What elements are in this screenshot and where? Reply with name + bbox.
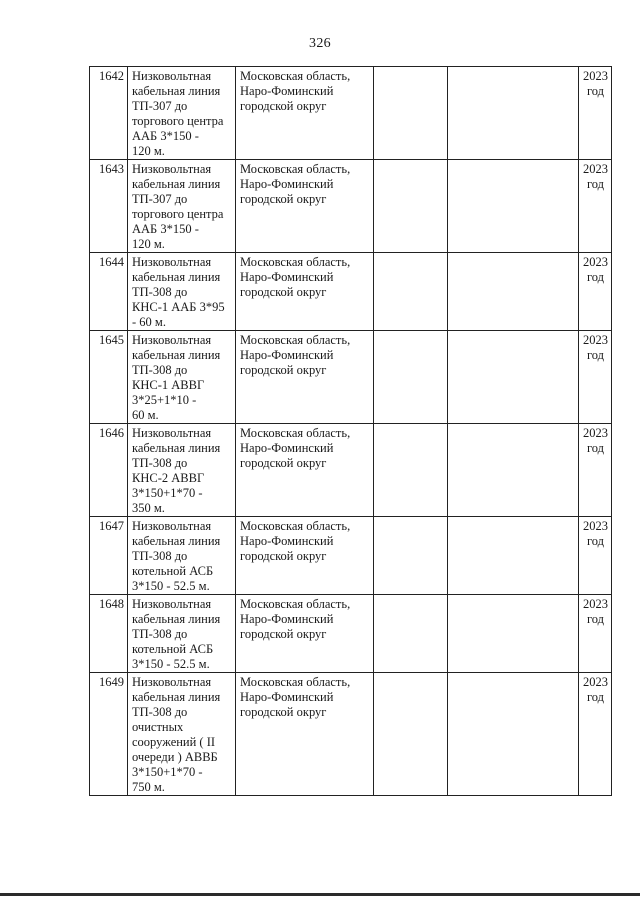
object-name-cell-line: 350 м.: [132, 501, 165, 515]
location-cell-line: городской округ: [240, 285, 327, 299]
object-name-cell-line: Низковольтная: [132, 675, 212, 689]
location-cell-line: городской округ: [240, 99, 327, 113]
year-cell-line: 2023: [583, 255, 608, 269]
object-name-cell-line: кабельная линия: [132, 690, 221, 704]
empty-cell-col4: [374, 595, 448, 673]
location-cell-line: городской округ: [240, 705, 327, 719]
object-name-cell-line: ТП-308 до: [132, 285, 188, 299]
row-number-cell: 1642: [90, 67, 128, 160]
location-cell-line: Московская область,: [240, 162, 351, 176]
location-cell-line: городской округ: [240, 363, 327, 377]
location-cell-line: Московская область,: [240, 426, 351, 440]
object-name-cell-line: кабельная линия: [132, 441, 221, 455]
location-cell-line: Московская область,: [240, 69, 351, 83]
table-row: [90, 331, 612, 424]
object-name-cell-line: ТП-308 до: [132, 363, 188, 377]
object-name-cell-line: 3*25+1*10 -: [132, 393, 197, 407]
object-name-cell: [128, 331, 236, 424]
empty-cell-col5: [448, 67, 579, 160]
location-cell: [236, 595, 374, 673]
object-name-cell-line: кабельная линия: [132, 612, 221, 626]
object-name-cell-line: Низковольтная: [132, 333, 212, 347]
object-name-cell-line: 120 м.: [132, 144, 165, 158]
empty-cell-col5: [448, 424, 579, 517]
object-name-cell-line: ААБ 3*150 -: [132, 222, 199, 236]
object-name-cell-line: торгового центра: [132, 114, 224, 128]
empty-cell-col5: [448, 517, 579, 595]
location-cell-line: Наро-Фоминский: [240, 534, 334, 548]
year-cell-line: год: [586, 270, 605, 284]
object-name-cell-line: кабельная линия: [132, 270, 221, 284]
location-cell-line: Московская область,: [240, 597, 351, 611]
object-name-cell-line: 3*150 - 52.5 м.: [132, 657, 210, 671]
location-cell-line: Московская область,: [240, 675, 351, 689]
object-name-cell-line: Низковольтная: [132, 69, 212, 83]
location-cell-line: Московская область,: [240, 255, 351, 269]
empty-cell-col5: [448, 160, 579, 253]
year-cell-line: 2023: [583, 519, 608, 533]
location-cell: [236, 424, 374, 517]
location-cell: [236, 67, 374, 160]
page-number: 326: [309, 36, 331, 51]
object-name-cell-line: КНС-1 АВВГ: [132, 378, 205, 392]
object-name-cell-line: 3*150 - 52.5 м.: [132, 579, 210, 593]
object-name-cell-line: котельной АСБ: [132, 564, 214, 578]
object-name-cell-line: Низковольтная: [132, 597, 212, 611]
location-cell-line: Наро-Фоминский: [240, 270, 334, 284]
object-name-cell-line: кабельная линия: [132, 177, 221, 191]
object-name-cell-line: 3*150+1*70 -: [132, 765, 203, 779]
location-cell: [236, 673, 374, 796]
empty-cell-col5: [448, 253, 579, 331]
object-name-cell: [128, 673, 236, 796]
object-name-cell: [128, 424, 236, 517]
row-number-cell: 1646: [90, 424, 128, 517]
table-row: [90, 673, 612, 796]
object-name-cell-line: очереди ) АВВБ: [132, 750, 218, 764]
year-cell: [579, 331, 612, 424]
object-name-cell-line: кабельная линия: [132, 534, 221, 548]
object-name-cell-line: ТП-308 до: [132, 705, 188, 719]
year-cell-line: год: [586, 348, 605, 362]
location-cell-line: городской округ: [240, 627, 327, 641]
location-cell-line: Московская область,: [240, 519, 351, 533]
empty-cell-col4: [374, 331, 448, 424]
location-cell-line: Наро-Фоминский: [240, 84, 334, 98]
empty-cell-col5: [448, 595, 579, 673]
object-name-cell-line: Низковольтная: [132, 519, 212, 533]
object-name-cell-line: ААБ 3*150 -: [132, 129, 199, 143]
object-name-cell-line: Низковольтная: [132, 162, 212, 176]
location-cell-line: Наро-Фоминский: [240, 612, 334, 626]
year-cell-line: год: [586, 690, 605, 704]
location-cell-line: Наро-Фоминский: [240, 441, 334, 455]
table-row: [90, 160, 612, 253]
object-name-cell-line: ТП-307 до: [132, 99, 188, 113]
object-name-cell-line: котельной АСБ: [132, 642, 214, 656]
year-cell-line: 2023: [583, 69, 608, 83]
year-cell: [579, 595, 612, 673]
register-table-body: [90, 67, 612, 796]
location-cell-line: Наро-Фоминский: [240, 348, 334, 362]
empty-cell-col4: [374, 160, 448, 253]
object-name-cell-line: 120 м.: [132, 237, 165, 251]
object-name-cell-line: ТП-307 до: [132, 192, 188, 206]
year-cell-line: год: [586, 441, 605, 455]
object-name-cell-line: КНС-1 ААБ 3*95: [132, 300, 225, 314]
empty-cell-col4: [374, 424, 448, 517]
register-table: [89, 66, 612, 796]
object-name-cell-line: кабельная линия: [132, 348, 221, 362]
row-number-cell: 1644: [90, 253, 128, 331]
year-cell-line: 2023: [583, 162, 608, 176]
object-name-cell: [128, 67, 236, 160]
object-name-cell: [128, 160, 236, 253]
table-row: [90, 67, 612, 160]
empty-cell-col4: [374, 517, 448, 595]
bottom-rule: [0, 893, 640, 896]
object-name-cell-line: ТП-308 до: [132, 627, 188, 641]
object-name-cell-line: кабельная линия: [132, 84, 221, 98]
empty-cell-col5: [448, 331, 579, 424]
year-cell-line: 2023: [583, 333, 608, 347]
empty-cell-col4: [374, 67, 448, 160]
object-name-cell: [128, 595, 236, 673]
year-cell-line: 2023: [583, 426, 608, 440]
row-number-cell: 1649: [90, 673, 128, 796]
empty-cell-col4: [374, 673, 448, 796]
object-name-cell-line: ТП-308 до: [132, 456, 188, 470]
row-number-cell: 1648: [90, 595, 128, 673]
row-number-cell: 1643: [90, 160, 128, 253]
year-cell-line: год: [586, 84, 605, 98]
row-number-cell: 1645: [90, 331, 128, 424]
object-name-cell-line: 60 м.: [132, 408, 159, 422]
year-cell-line: 2023: [583, 597, 608, 611]
location-cell: [236, 253, 374, 331]
table-row: [90, 517, 612, 595]
object-name-cell-line: ТП-308 до: [132, 549, 188, 563]
location-cell: [236, 517, 374, 595]
empty-cell-col4: [374, 253, 448, 331]
year-cell: [579, 424, 612, 517]
row-number-cell: 1647: [90, 517, 128, 595]
table-row: [90, 424, 612, 517]
year-cell: [579, 253, 612, 331]
object-name-cell-line: 750 м.: [132, 780, 165, 794]
object-name-cell-line: Низковольтная: [132, 426, 212, 440]
year-cell-line: год: [586, 177, 605, 191]
location-cell-line: городской округ: [240, 456, 327, 470]
object-name-cell-line: торгового центра: [132, 207, 224, 221]
location-cell-line: городской округ: [240, 192, 327, 206]
table-row: [90, 595, 612, 673]
location-cell: [236, 160, 374, 253]
object-name-cell-line: сооружений ( II: [132, 735, 216, 749]
object-name-cell-line: 3*150+1*70 -: [132, 486, 203, 500]
object-name-cell-line: - 60 м.: [132, 315, 166, 329]
year-cell: [579, 517, 612, 595]
year-cell: [579, 67, 612, 160]
year-cell-line: 2023: [583, 675, 608, 689]
location-cell-line: городской округ: [240, 549, 327, 563]
object-name-cell-line: КНС-2 АВВГ: [132, 471, 205, 485]
year-cell-line: год: [586, 534, 605, 548]
table-row: [90, 253, 612, 331]
object-name-cell-line: Низковольтная: [132, 255, 212, 269]
location-cell: [236, 331, 374, 424]
object-name-cell-line: очистных: [132, 720, 184, 734]
year-cell-line: год: [586, 612, 605, 626]
empty-cell-col5: [448, 673, 579, 796]
location-cell-line: Наро-Фоминский: [240, 177, 334, 191]
year-cell: [579, 673, 612, 796]
location-cell-line: Наро-Фоминский: [240, 690, 334, 704]
year-cell: [579, 160, 612, 253]
location-cell-line: Московская область,: [240, 333, 351, 347]
object-name-cell: [128, 253, 236, 331]
object-name-cell: [128, 517, 236, 595]
